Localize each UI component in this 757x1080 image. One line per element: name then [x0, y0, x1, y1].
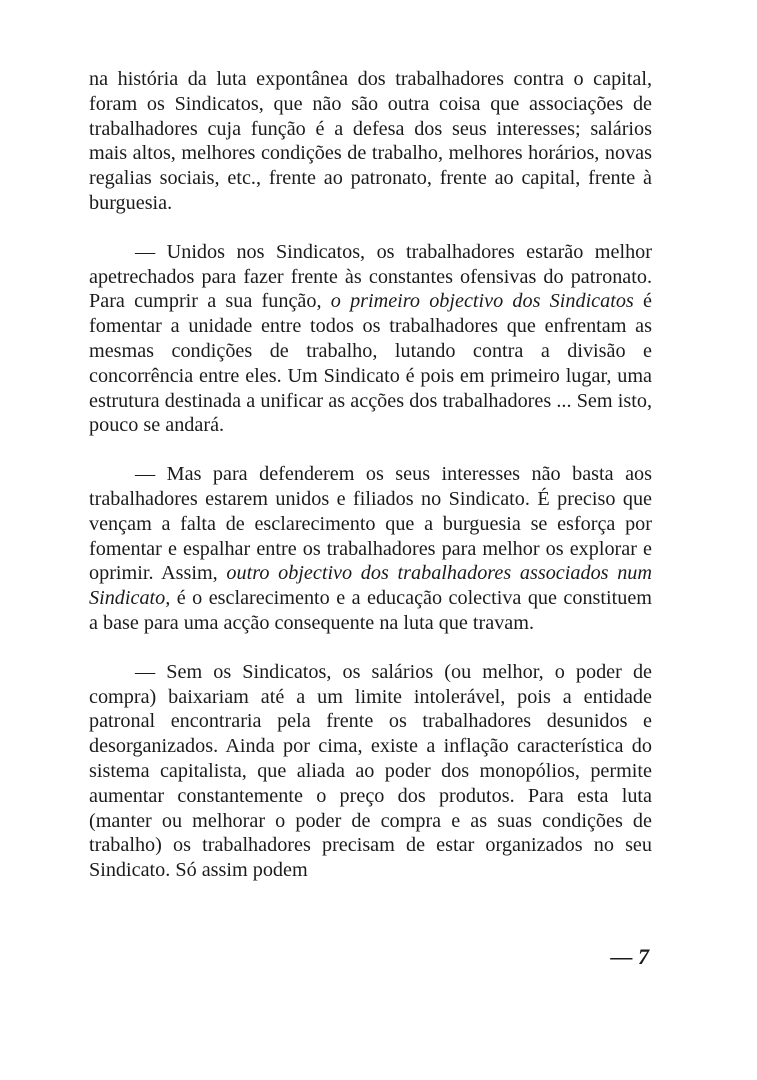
paragraph-2-text-a: — Unidos nos Sindicatos, os trabalhadores estarão melhor apetrechados para fazer frente às constantes ofensivas do patronato. Para cumprir a sua função, [89, 240, 652, 313]
paragraph-1-text: na história da luta expontânea dos trabalhadores contra o capital, foram os Sindicatos, que não são outra coisa que associações de trabalhadores cuja função é a defesa dos seus interesses; salários mais altos, melhores condições de trabalho, melhores horários, novas regalias sociais, etc., frente ao patronato, frente ao capital, frente à burguesia. [89, 68, 652, 214]
paragraph-4 [89, 660, 652, 883]
paragraph-3-text-a: — Mas para defenderem os seus interesses não basta aos trabalhadores estarem unidos e filiados no Sindicato. É preciso que vençam a falta de esclarecimento que a burguesia se esforça por fomentar e espalhar entre os trabalhadores para melhor os explorar e oprimir. Assim, [89, 463, 652, 585]
paragraph-2 [89, 240, 652, 438]
page-number: — 7 [610, 944, 649, 969]
paragraph-1 [89, 67, 652, 216]
document-page [89, 67, 652, 883]
paragraph-2-italic: o primeiro objectivo dos Sindicatos [330, 290, 634, 313]
paragraph-3-italic: outro objectivo dos trabalhadores associados num Sindicato, [89, 562, 652, 610]
paragraph-4-text: — Sem os Sindicatos, os salários (ou melhor, o poder de compra) baixariam até a um limite intolerável, pois a entidade patronal encontraria pela frente os trabalhadores desunidos e desorganizados. Ainda por cima, existe a inflação característica do sistema capitalista, que aliada ao poder dos monopólios, permite aumentar constantemente o preço dos produtos. Para esta luta (manter ou melhorar o poder de compra e as suas condições de trabalho) os trabalhadores precisam de estar organizados no seu Sindicato. Só assim podem [89, 660, 652, 882]
paragraph-3 [89, 462, 652, 636]
paragraph-2-text-b: é fomentar a unidade entre todos os trabalhadores que enfrentam as mesmas condições de trabalho, lutando contra a divisão e concorrência entre eles. Um Sindicato é pois em primeiro lugar, uma estrutura destinada a unificar as acções dos trabalhadores ... Sem isto, pouco se andará. [89, 290, 652, 437]
paragraph-3-text-b: é o esclarecimento e a educação colectiva que constituem a base para uma acção consequente na luta que travam. [89, 587, 652, 634]
